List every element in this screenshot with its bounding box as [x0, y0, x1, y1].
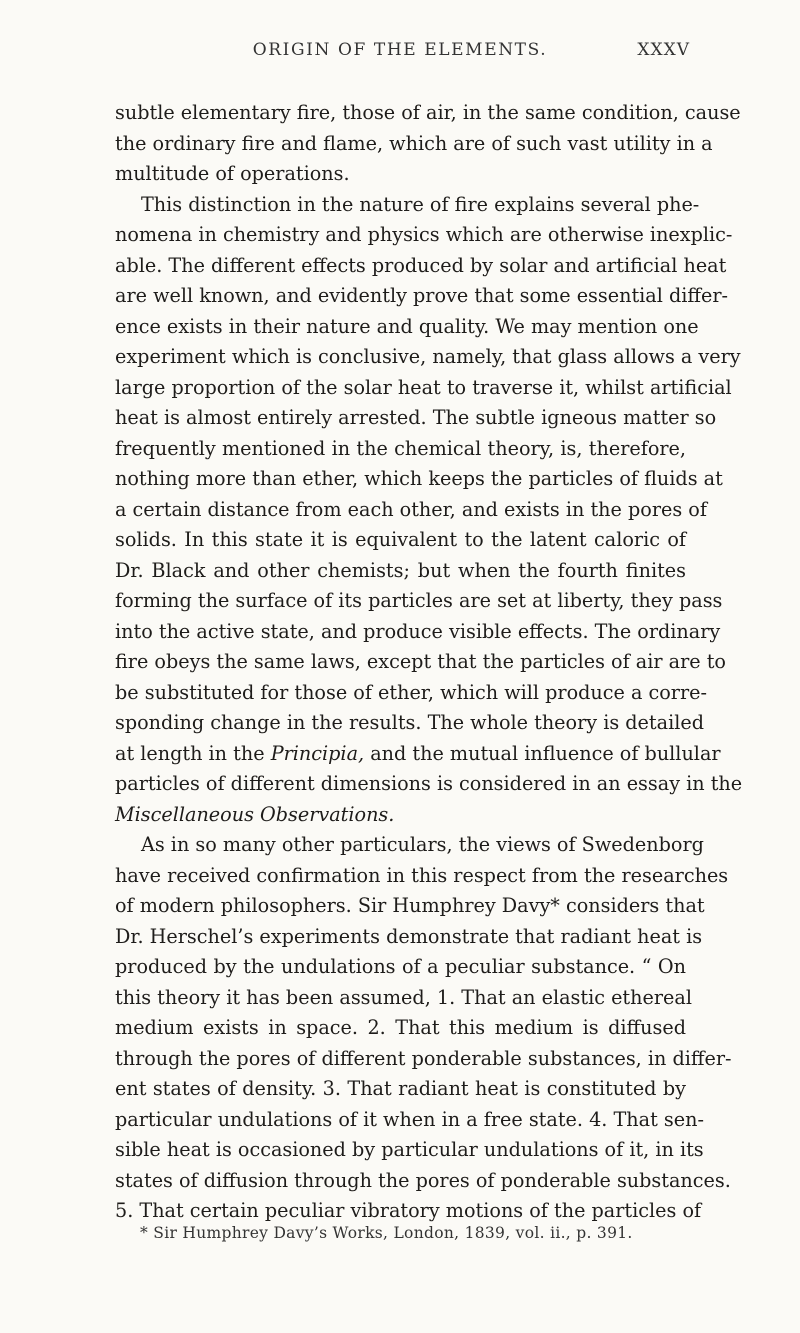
text-line: states of diffusion through the pores of ponderable substances.	[115, 1168, 731, 1192]
text-line: are well known, and evidently prove that some essential differ-	[115, 284, 729, 307]
body-text	[115, 98, 743, 1227]
text-line: be substituted for those of ether, which will produce a corre-	[115, 680, 707, 704]
text-run: at length in the	[115, 741, 265, 765]
text-line: ence exists in their nature and quality. We may mention one	[115, 314, 699, 338]
text-line: solids. In this state it is equivalent to the latent caloric of	[115, 528, 686, 551]
italic-title-principia: Principia,	[270, 741, 365, 765]
text-line: particles of different dimensions is considered in an essay in the	[115, 772, 743, 795]
text-line: into the active state, and produce visible effects. The ordinary	[115, 619, 721, 643]
text-line: through the pores of different ponderable substances, in differ-	[115, 1046, 732, 1070]
text-line: Dr. Herschel’s experiments demonstrate that radiant heat is	[115, 924, 703, 948]
text-line: heat is almost entirely arrested. The subtle igneous matter so	[115, 406, 717, 429]
running-head-title: ORIGIN OF THE ELEMENTS.	[252, 40, 548, 60]
footnote: * Sir Humphrey Davy’s Works, London, 1839, vol. ii., p. 391.	[140, 1224, 633, 1242]
running-head	[0, 40, 800, 70]
text-line: multitude of operations.	[115, 162, 350, 185]
text-line: medium exists in space. 2. That this medium is diffused	[115, 1016, 686, 1039]
text-line-mixed	[115, 739, 721, 770]
text-line: forming the surface of its particles are set at liberty, they pass	[115, 589, 723, 612]
text-line: sible heat is occasioned by particular undulations of it, in its	[115, 1138, 704, 1161]
text-line: this theory it has been assumed, 1. That an elastic ethereal	[115, 985, 692, 1009]
text-line	[115, 800, 686, 831]
italic-title-miscellaneous-observations: Miscellaneous Observations.	[115, 802, 395, 826]
text-line: a certain distance from each other, and exists in the pores of	[115, 497, 707, 521]
text-line: As in so many other particulars, the views of Swedenborg	[141, 833, 704, 856]
text-line: of modern philosophers. Sir Humphrey Davy* considers that	[115, 894, 705, 917]
text-run: and the mutual influence of bullular	[370, 741, 721, 765]
text-line: Dr. Black and other chemists; but when the fourth finites	[115, 558, 686, 582]
text-line: ent states of density. 3. That radiant heat is constituted by	[115, 1077, 686, 1100]
text-line: sponding change in the results. The whole theory is detailed	[115, 711, 704, 734]
text-line: experiment which is conclusive, namely, that glass allows a very	[115, 345, 741, 368]
page-number: XXXV	[637, 40, 690, 60]
text-line: able. The different effects produced by solar and artificial heat	[115, 253, 727, 277]
text-line: subtle elementary fire, those of air, in the same condition, cause	[115, 101, 741, 124]
text-line: 5. That certain peculiar vibratory motions of the particles of	[115, 1199, 702, 1222]
text-line: the ordinary fire and flame, which are of such vast utility in a	[115, 131, 713, 155]
text-line: fire obeys the same laws, except that the particles of air are to	[115, 650, 726, 673]
text-line: have received confirmation in this respect from the researches	[115, 863, 729, 887]
text-line: produced by the undulations of a peculiar substance. “ On	[115, 955, 686, 978]
text-line: nomena in chemistry and physics which are otherwise inexplic-	[115, 223, 733, 246]
text-line: particular undulations of it when in a free state. 4. That sen-	[115, 1107, 704, 1131]
text-line: This distinction in the nature of fire explains several phe-	[141, 192, 700, 216]
text-line: frequently mentioned in the chemical theory, is, therefore,	[115, 436, 686, 460]
text-line: large proportion of the solar heat to traverse it, whilst artificial	[115, 375, 732, 399]
text-line: nothing more than ether, which keeps the particles of fluids at	[115, 467, 723, 490]
